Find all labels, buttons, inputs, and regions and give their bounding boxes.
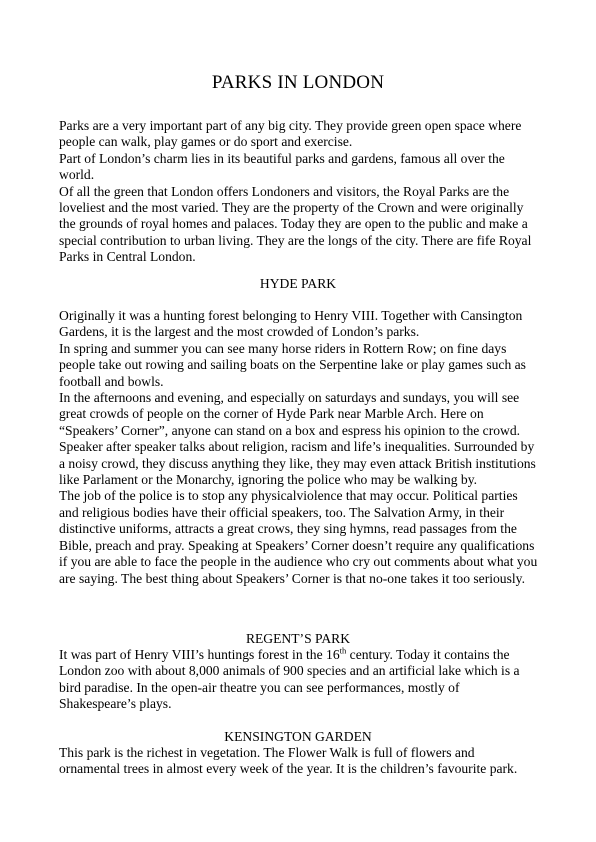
document-title: PARKS IN LONDON: [211, 72, 385, 93]
hyde-park-paragraph-4: The job of the police is to stop any physicalviolence that may occur. Political parties and religious bodies have their official speakers, too. The Salvation Army, in their distinctive uniforms, attracts a great crows, they sing hymns, read passages from the Bible, preach and pray. Speaking at Speakers’ Corner doesn’t require any qualifications if you are able to face the people in the audience who cry out comments about what you are saying. The best thing about Speakers’ Corner is that no-one takes it too seriously.: [59, 488, 538, 586]
kensington-garden-paragraph: This park is the richest in vegetation. The Flower Walk is full of flowers and ornamental trees in almost every week of the year. It is the children’s favourite park.: [59, 745, 518, 777]
hyde-park-paragraph-2: In spring and summer you can see many horse riders in Rottern Row; on fine days people take out rowing and sailing boats on the Serpentine lake or play games such as football and bowls.: [59, 340, 526, 389]
regents-park-text-end: century. Today it contains the London zoo with about 8,000 animals of 900 species and an artificial lake which is a bird paradise. In the open-air theatre you can see performances, mostly of Shakespeare’s plays.: [59, 647, 520, 712]
hyde-park-paragraph-1: Originally it was a hunting forest belonging to Henry VIII. Together with Cansington Gardens, it is the largest and the most crowded of London’s parks.: [59, 308, 523, 340]
section-heading-hyde-park: HYDE PARK: [259, 276, 337, 291]
ordinal-suffix: th: [339, 645, 347, 656]
regents-park-paragraph: [59, 647, 539, 713]
hyde-park-paragraph-3: In the afternoons and evening, and especially on saturdays and sundays, you will see great crowds of people on the corner of Hyde Park near Marble Arch. Here on “Speakers’ Corner”, anyone can stand on a box and espress his opinion to the crowd. Speaker after speaker talks about religion, racism and life’s inequalities. Surrounded by a noisy crowd, they discuss anything they like, they may even attack British institutions like Parlament or the Monarchy, ignoring the police who may be walking by.: [59, 390, 536, 488]
section-heading-regents-park: REGENT’S PARK: [245, 631, 351, 646]
kensington-garden-section: [59, 745, 539, 778]
intro-section: [59, 118, 539, 266]
section-heading-kensington-garden: KENSINGTON GARDEN: [224, 729, 372, 744]
intro-paragraph-1: Parks are a very important part of any big city. They provide green open space where people can walk, play games or do sport and exercise.: [59, 118, 522, 150]
intro-paragraph-2: Part of London’s charm lies in its beautiful parks and gardens, famous all over the world.: [59, 150, 505, 183]
regents-park-text-start: It was part of Henry VIII’s huntings forest in the 16: [59, 647, 340, 662]
intro-paragraph-3: Of all the green that London offers Londoners and visitors, the Royal Parks are the loveliest and the most varied. They are the property of the Crown and were originally the grounds of royal homes and palaces. Today they are open to the public and make a special contribution to urban living. They are the longs of the city. There are fife Royal Parks in Central London.: [59, 183, 532, 265]
hyde-park-section: [59, 308, 539, 587]
regents-park-section: [59, 647, 539, 713]
